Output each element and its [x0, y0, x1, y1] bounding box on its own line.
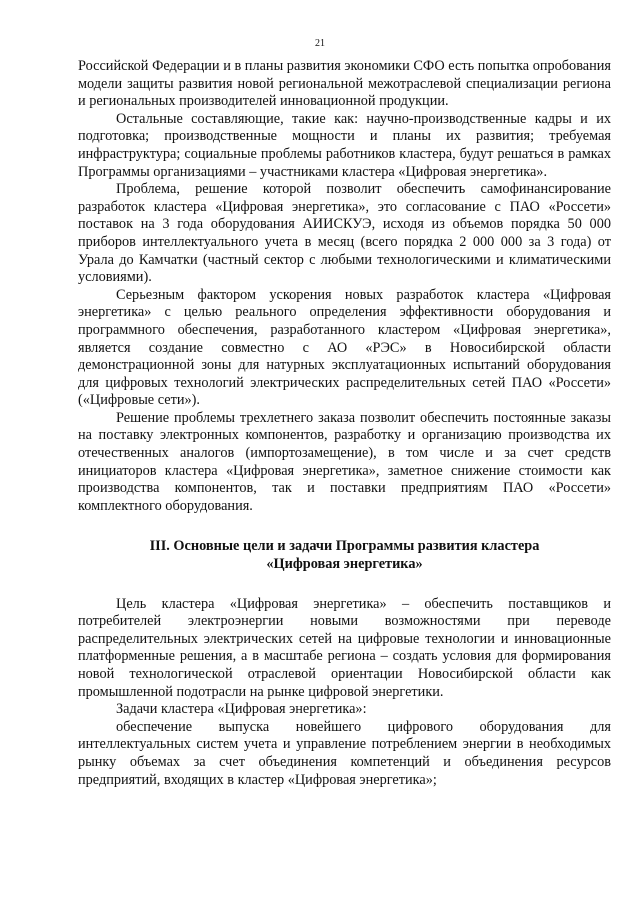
paragraph-self-financing: Проблема, решение которой позволит обеспечить самофинансирование разработок кластера «Цифровая энергетика», это согласование с ПАО «Россети» поставок на 3 года оборудования АИИСКУЭ, исходя из объемов порядка 50 000 приборов интеллектуального учета в месяц (всего порядка 2 000 000 за 3 года) от Урала до Камчатки (частный сектор с любыми технологическими и климатическими условиями). — [78, 181, 611, 286]
paragraph-cluster-goal: Цель кластера «Цифровая энергетика» – обеспечить поставщиков и потребителей электроэнергии новыми возможностями при переводе распределительных электрических сетей на цифровые технологии и инновационные платформенные решения, а в масштабе региона – создать условия для формирования новой технологической отраслевой ориентации Новосибирской области как промышленной подотрасли на рынке цифровой энергетики. — [78, 595, 611, 700]
paragraph-demo-zone: Серьезным фактором ускорения новых разработок кластера «Цифровая энергетика» с целью реального определения эффективности оборудования и программного обеспечения, разработанного кластером «Цифровая энергетика», является создание совместно с АО «РЭС» в Новосибирской области демонстрационной зоны для натурных эксплуатационных испытаний оборудования для цифровых технологий электрических распределительных сетей ПАО «Россети» («Цифровые сети»). — [78, 286, 611, 409]
section-heading — [78, 538, 611, 573]
paragraph-components: Остальные составляющие, такие как: научно-производственные кадры и их подготовка; производственные мощности и планы их развития; требуемая инфраструктура; социальные проблемы работников кластера, будут решаться в рамках Программы организациями – участниками кластера «Цифровая энергетика». — [78, 110, 611, 180]
section-heading-line2: «Цифровая энергетика» — [266, 556, 423, 573]
paragraph-continuation: Российской Федерации и в планы развития экономики СФО есть попытка опробования модели защиты развития новой региональной межотраслевой специализации региона и региональных производителей инновационной продукции. — [78, 58, 611, 110]
paragraph-tasks-heading: Задачи кластера «Цифровая энергетика»: — [116, 701, 367, 718]
paragraph-task-item: обеспечение выпуска новейшего цифрового оборудования для интеллектуальных систем учета и управление потреблением энергии в необходимых рынку объемах за счет объединения компетенций и объединения ресурсов предприятий, входящих в кластер «Цифровая энергетика»; — [78, 718, 611, 788]
paragraph-three-year-order: Решение проблемы трехлетнего заказа позволит обеспечить постоянные заказы на поставку электронных компонентов, разработку и организацию производства их отечественных аналогов (импортозамещение), в том числе и за счет средств инициаторов кластера «Цифровая энергетика», заметное снижение стоимости как производства компонентов, так и поставки предприятиям ПАО «Россети» комплектного оборудования. — [78, 409, 611, 514]
page-number: 21 — [315, 38, 325, 49]
section-heading-line1: III. Основные цели и задачи Программы развития кластера — [149, 538, 540, 555]
document-body — [78, 58, 611, 789]
